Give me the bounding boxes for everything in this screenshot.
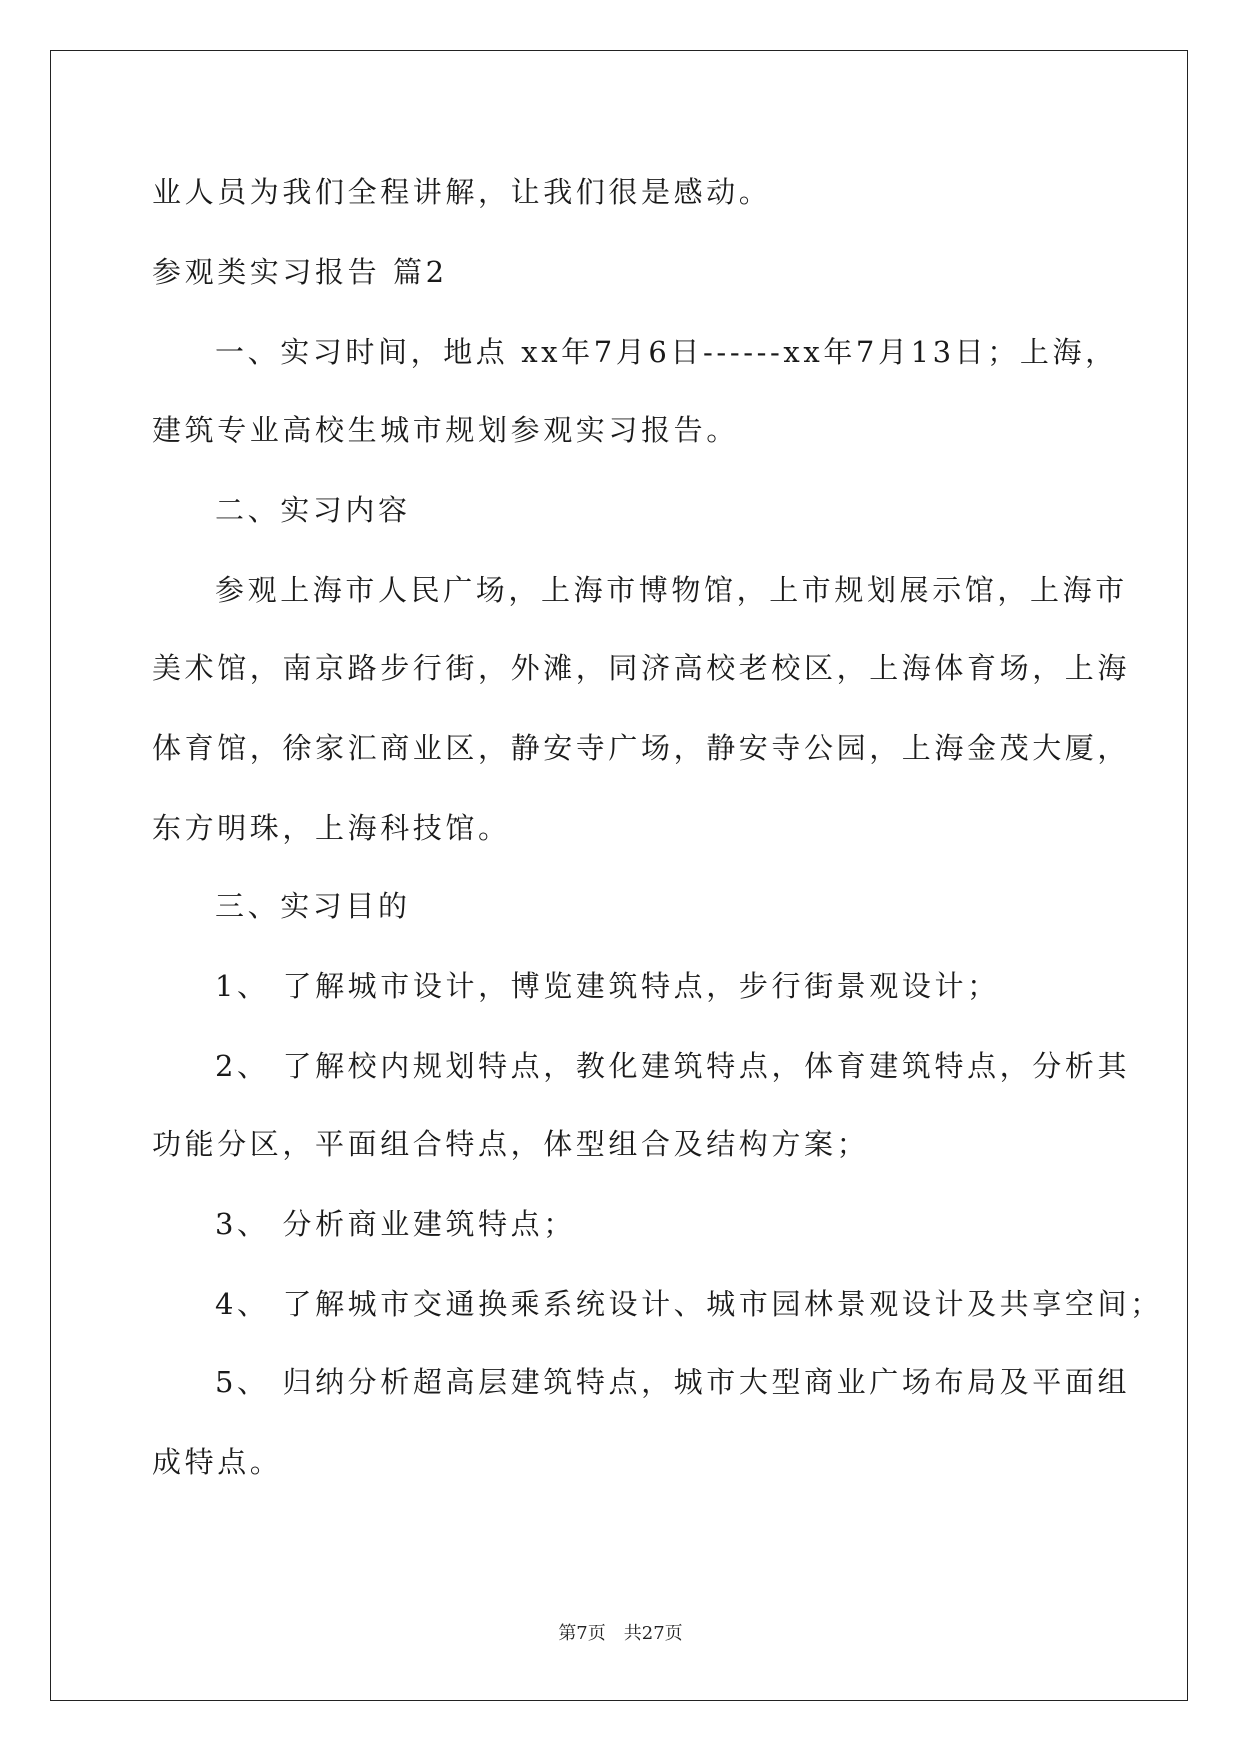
list-item: 2、 了解校内规划特点，教化建筑特点，体育建筑特点，分析其 (215, 1049, 1131, 1083)
text-line: 成特点。 (152, 1445, 283, 1479)
section-heading: 参观类实习报告 篇2 (152, 255, 448, 289)
page-number: 第7页 (558, 1623, 606, 1644)
page-count: 共27页 (623, 1623, 683, 1644)
list-item: 5、 归纳分析超高层建筑特点，城市大型商业广场布局及平面组 (215, 1365, 1131, 1399)
text-line: 体育馆，徐家汇商业区，静安寺广场，静安寺公园，上海金茂大厦， (152, 731, 1131, 765)
list-item: 3、 分析商业建筑特点； (215, 1207, 576, 1241)
list-item: 4、 了解城市交通换乘系统设计、城市园林景观设计及共享空间； (215, 1287, 1163, 1321)
text-line: 东方明珠，上海科技馆。 (152, 811, 511, 845)
text-line: 业人员为我们全程讲解，让我们很是感动。 (152, 175, 772, 209)
text-line: 功能分区，平面组合特点，体型组合及结构方案； (152, 1127, 870, 1161)
list-item: 1、 了解城市设计，博览建筑特点，步行街景观设计； (215, 969, 1000, 1003)
text-line: 美术馆，南京路步行街，外滩，同济高校老校区，上海体育场，上海 (152, 651, 1131, 685)
subsection-heading: 三、实习目的 (215, 889, 411, 923)
text-line: 一、实习时间，地点 xx年7月6日------xx年7月13日；上海， (215, 335, 1118, 369)
page-footer (0, 1622, 1241, 1646)
text-line: 参观上海市人民广场，上海市博物馆，上市规划展示馆，上海市 (215, 573, 1128, 607)
subsection-heading: 二、实习内容 (215, 493, 411, 527)
text-line: 建筑专业高校生城市规划参观实习报告。 (152, 413, 739, 447)
